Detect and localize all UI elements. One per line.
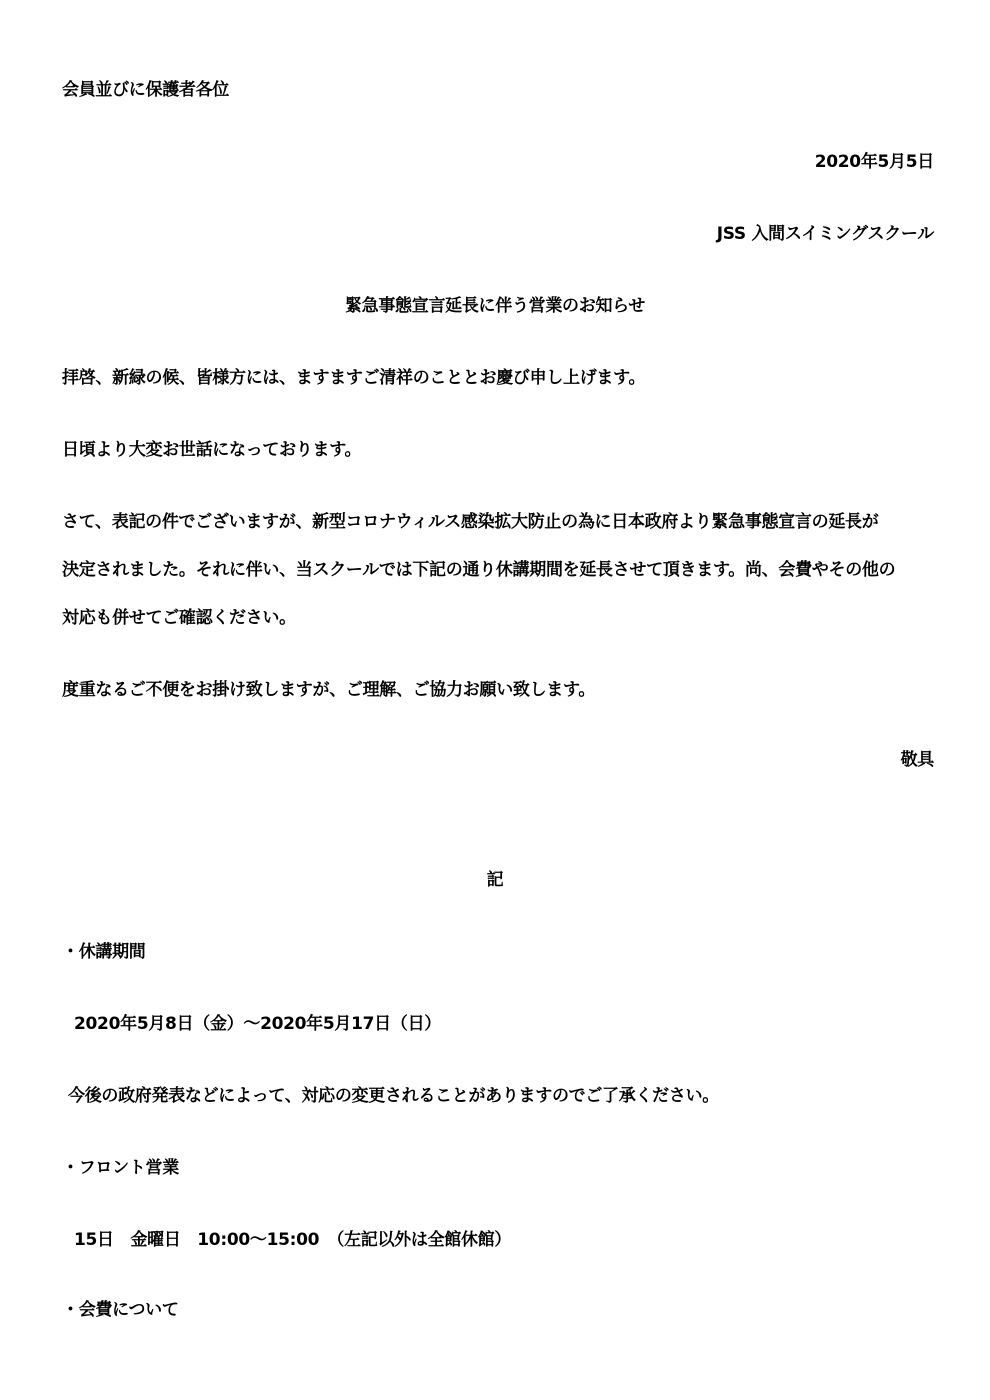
closing-word: 敬具 — [900, 750, 934, 770]
date-line: 2020年5月5日 — [814, 152, 934, 172]
body-line-3: 対応も併せてご確認ください。 — [62, 608, 296, 628]
front-heading: ・フロント営業 — [62, 1158, 179, 1178]
body-line-2: 決定されました。それに伴い、当スクールでは下記の通り休講期間を延長させて頂きます。尚、会費やその他の — [62, 560, 896, 580]
closure-heading: ・休講期間 — [62, 942, 146, 962]
sender-line: JSS 入間スイミングスクール — [716, 224, 934, 244]
closure-note: 今後の政府発表などによって、対応の変更されることがありますのでご了承ください。 — [68, 1086, 719, 1106]
greeting-paragraph: 拝啓、新緑の候、皆様方には、ますますご清祥のこととお慶び申し上げます。 — [62, 368, 646, 388]
closure-period: 2020年5月8日（金）～2020年5月17日（日） — [74, 1014, 441, 1034]
document-title: 緊急事態宣言延長に伴う営業のお知らせ — [344, 296, 646, 316]
fees-heading: ・会費について — [62, 1300, 179, 1320]
body-line-1: さて、表記の件でございますが、新型コロナウィルス感染拡大防止の為に日本政府より緊急事態宣言の延長が — [62, 512, 879, 532]
apology-paragraph: 度重なるご不便をお掛け致しますが、ご理解、ご協力お願い致します。 — [62, 680, 596, 700]
front-hours: 15日 金曜日 10:00～15:00 （左記以外は全館休館） — [74, 1230, 512, 1250]
ki-heading: 記 — [486, 870, 504, 890]
recipient-line: 会員並びに保護者各位 — [62, 80, 229, 100]
thanks-paragraph: 日頃より大変お世話になっております。 — [62, 440, 362, 460]
